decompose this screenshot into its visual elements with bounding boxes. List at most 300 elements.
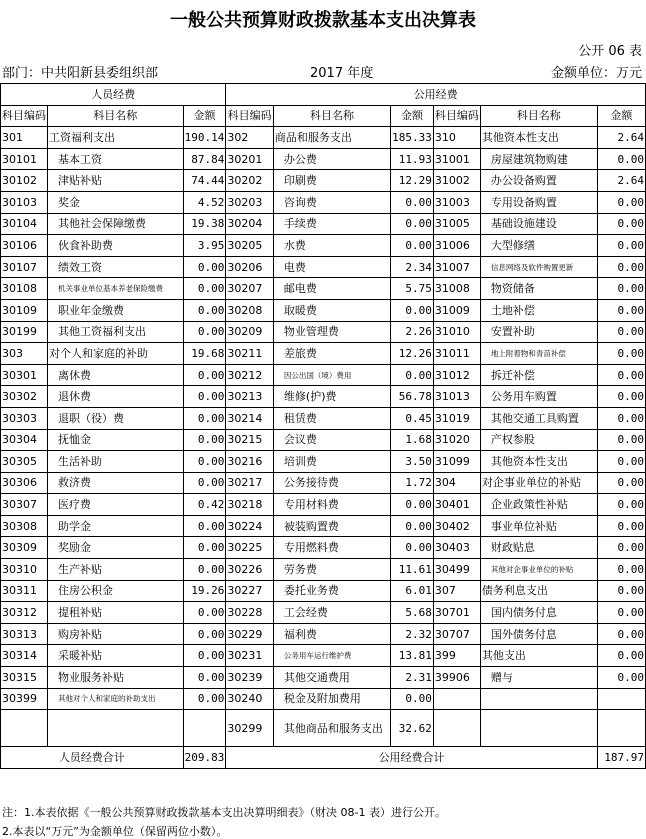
subject-code: 30213 bbox=[226, 386, 274, 408]
amount-value: 19.38 bbox=[183, 213, 226, 235]
subject-name: 电费 bbox=[273, 256, 390, 278]
subject-name: 其他工资福利支出 bbox=[48, 321, 184, 343]
amount-value: 11.61 bbox=[391, 559, 434, 581]
amount-value: 0.00 bbox=[597, 451, 645, 473]
subject-code: 30201 bbox=[226, 148, 274, 170]
subject-name: 国外债务付息 bbox=[480, 623, 597, 645]
amount-value: 0.00 bbox=[183, 386, 226, 408]
amount-value: 0.00 bbox=[183, 429, 226, 451]
subject-code: 30103 bbox=[1, 191, 48, 213]
subject-code: 30305 bbox=[1, 451, 48, 473]
subject-code: 30313 bbox=[1, 623, 48, 645]
amount-value: 2.64 bbox=[597, 127, 645, 149]
table-row bbox=[1, 299, 646, 321]
subject-code: 30106 bbox=[1, 235, 48, 257]
empty-cell bbox=[183, 710, 226, 747]
section-public: 公用经费 bbox=[226, 84, 646, 106]
unit-label: 金额单位：万元 bbox=[550, 66, 642, 81]
amount-value: 12.29 bbox=[391, 170, 434, 192]
personnel-total-label: 人员经费合计 bbox=[1, 747, 184, 769]
amount-value: 0.00 bbox=[183, 623, 226, 645]
subject-code: 39906 bbox=[433, 667, 480, 689]
header-code: 科目编码 bbox=[1, 105, 48, 127]
header-amount: 金额 bbox=[183, 105, 226, 127]
subject-name: 税金及附加费用 bbox=[273, 688, 390, 710]
subject-code: 30707 bbox=[433, 623, 480, 645]
subject-code: 30309 bbox=[1, 537, 48, 559]
subject-code: 30207 bbox=[226, 278, 274, 300]
table-row bbox=[1, 623, 646, 645]
subject-name bbox=[480, 688, 597, 710]
subject-name: 差旅费 bbox=[273, 343, 390, 365]
amount-value: 2.34 bbox=[391, 256, 434, 278]
subject-name: 事业单位补贴 bbox=[480, 515, 597, 537]
subject-code: 30306 bbox=[1, 472, 48, 494]
subject-name: 其他商品和服务支出 bbox=[273, 710, 390, 747]
table-row bbox=[1, 559, 646, 581]
amount-value: 0.00 bbox=[597, 235, 645, 257]
subject-code: 30299 bbox=[226, 710, 274, 747]
subject-name: 手续费 bbox=[273, 213, 390, 235]
subject-name: 物业服务补贴 bbox=[48, 667, 184, 689]
subject-code: 30701 bbox=[433, 602, 480, 624]
amount-value: 0.00 bbox=[597, 623, 645, 645]
department-label: 部门：中共阳新县委组织部 bbox=[2, 66, 159, 81]
amount-value: 0.00 bbox=[597, 191, 645, 213]
empty-cell bbox=[433, 710, 480, 747]
table-row bbox=[1, 278, 646, 300]
subject-code: 30307 bbox=[1, 494, 48, 516]
header-amount: 金额 bbox=[391, 105, 434, 127]
subject-name: 对个人和家庭的补助 bbox=[48, 343, 184, 365]
table-number: 公开 06 表 bbox=[578, 44, 642, 59]
amount-value: 0.00 bbox=[183, 667, 226, 689]
subject-name: 赠与 bbox=[480, 667, 597, 689]
amount-value: 0.00 bbox=[597, 213, 645, 235]
table-row bbox=[1, 170, 646, 192]
subject-name: 工会经费 bbox=[273, 602, 390, 624]
subject-code: 31002 bbox=[433, 170, 480, 192]
subject-code: 30102 bbox=[1, 170, 48, 192]
subject-code: 307 bbox=[433, 580, 480, 602]
subject-code: 303 bbox=[1, 343, 48, 365]
subject-code: 30310 bbox=[1, 559, 48, 581]
subject-code: 30301 bbox=[1, 364, 48, 386]
subject-code: 31007 bbox=[433, 256, 480, 278]
subject-code: 31013 bbox=[433, 386, 480, 408]
table-row bbox=[1, 321, 646, 343]
subject-name: 公务接待费 bbox=[273, 472, 390, 494]
subject-name: 福利费 bbox=[273, 623, 390, 645]
subject-code: 31003 bbox=[433, 191, 480, 213]
subject-name: 房屋建筑物购建 bbox=[480, 148, 597, 170]
amount-value: 5.75 bbox=[391, 278, 434, 300]
public-total-label: 公用经费合计 bbox=[226, 747, 597, 769]
subject-name: 机关事业单位基本养老保险缴费 bbox=[48, 278, 184, 300]
amount-value: 11.93 bbox=[391, 148, 434, 170]
amount-value: 0.00 bbox=[597, 278, 645, 300]
subject-code: 31099 bbox=[433, 451, 480, 473]
subject-name: 债务利息支出 bbox=[480, 580, 597, 602]
amount-value: 190.14 bbox=[183, 127, 226, 149]
subject-code: 30218 bbox=[226, 494, 274, 516]
subject-code: 30225 bbox=[226, 537, 274, 559]
amount-value: 19.68 bbox=[183, 343, 226, 365]
subject-code: 30231 bbox=[226, 645, 274, 667]
amount-value: 0.00 bbox=[597, 364, 645, 386]
amount-value: 0.00 bbox=[183, 688, 226, 710]
table-row bbox=[1, 472, 646, 494]
amount-value: 0.00 bbox=[183, 537, 226, 559]
subject-name: 专用燃料费 bbox=[273, 537, 390, 559]
amount-value: 32.62 bbox=[391, 710, 434, 747]
subject-code: 30199 bbox=[1, 321, 48, 343]
amount-value: 0.00 bbox=[391, 688, 434, 710]
amount-value: 5.68 bbox=[391, 602, 434, 624]
amount-value: 0.00 bbox=[597, 343, 645, 365]
amount-value: 0.42 bbox=[183, 494, 226, 516]
subject-code: 30239 bbox=[226, 667, 274, 689]
subject-name: 咨询费 bbox=[273, 191, 390, 213]
amount-value: 87.84 bbox=[183, 148, 226, 170]
subject-code: 30211 bbox=[226, 343, 274, 365]
subject-code: 30302 bbox=[1, 386, 48, 408]
amount-value: 19.26 bbox=[183, 580, 226, 602]
subject-code: 30311 bbox=[1, 580, 48, 602]
subject-name: 办公费 bbox=[273, 148, 390, 170]
amount-value: 0.00 bbox=[183, 559, 226, 581]
subject-name: 其他对个人和家庭的补助支出 bbox=[48, 688, 184, 710]
table-row bbox=[1, 386, 646, 408]
subject-name: 劳务费 bbox=[273, 559, 390, 581]
subject-name: 对企事业单位的补贴 bbox=[480, 472, 597, 494]
amount-value: 0.00 bbox=[183, 278, 226, 300]
subject-name: 产权参股 bbox=[480, 429, 597, 451]
table-row bbox=[1, 494, 646, 516]
subject-code: 30303 bbox=[1, 407, 48, 429]
subject-name: 购房补贴 bbox=[48, 623, 184, 645]
subject-name: 伙食补助费 bbox=[48, 235, 184, 257]
subject-name: 职业年金缴费 bbox=[48, 299, 184, 321]
table-row bbox=[1, 235, 646, 257]
amount-value: 0.00 bbox=[597, 559, 645, 581]
section-personnel: 人员经费 bbox=[1, 84, 226, 106]
empty-cell bbox=[1, 710, 48, 747]
subject-code: 30228 bbox=[226, 602, 274, 624]
amount-value: 0.00 bbox=[597, 407, 645, 429]
subject-code: 30104 bbox=[1, 213, 48, 235]
footnote-2: 2.本表以“万元”为金额单位（保留两位小数）。 bbox=[2, 825, 228, 838]
amount-value: 0.00 bbox=[183, 407, 226, 429]
amount-value: 0.00 bbox=[597, 429, 645, 451]
table-row bbox=[1, 127, 646, 149]
subject-code: 31012 bbox=[433, 364, 480, 386]
amount-value: 0.00 bbox=[597, 321, 645, 343]
subject-code: 30399 bbox=[1, 688, 48, 710]
subject-code: 30209 bbox=[226, 321, 274, 343]
subject-name: 其他交通工具购置 bbox=[480, 407, 597, 429]
subject-name: 基本工资 bbox=[48, 148, 184, 170]
amount-value: 0.00 bbox=[183, 321, 226, 343]
amount-value: 0.00 bbox=[183, 602, 226, 624]
amount-value: 0.00 bbox=[183, 515, 226, 537]
subject-code: 30212 bbox=[226, 364, 274, 386]
year-label: 2017 年度 bbox=[310, 66, 374, 81]
header-code: 科目编码 bbox=[433, 105, 480, 127]
subject-code: 31010 bbox=[433, 321, 480, 343]
subject-name: 培训费 bbox=[273, 451, 390, 473]
subject-name: 地上附着物和青苗补偿 bbox=[480, 343, 597, 365]
table-row bbox=[1, 515, 646, 537]
empty-cell bbox=[48, 710, 184, 747]
subject-code: 304 bbox=[433, 472, 480, 494]
subject-code: 30240 bbox=[226, 688, 274, 710]
header-code: 科目编码 bbox=[226, 105, 274, 127]
subject-code: 30109 bbox=[1, 299, 48, 321]
subject-code: 30101 bbox=[1, 148, 48, 170]
amount-value: 0.00 bbox=[391, 537, 434, 559]
subject-name: 其他交通费用 bbox=[273, 667, 390, 689]
table-row bbox=[1, 343, 646, 365]
subject-code: 30202 bbox=[226, 170, 274, 192]
subject-name: 取暖费 bbox=[273, 299, 390, 321]
subject-name: 会议费 bbox=[273, 429, 390, 451]
table-row bbox=[1, 688, 646, 710]
subject-name: 国内债务付息 bbox=[480, 602, 597, 624]
subject-code: 31011 bbox=[433, 343, 480, 365]
amount-value: 0.00 bbox=[597, 299, 645, 321]
amount-value: 0.00 bbox=[597, 602, 645, 624]
subject-name: 企业政策性补贴 bbox=[480, 494, 597, 516]
amount-value: 0.00 bbox=[183, 451, 226, 473]
subject-name: 住房公积金 bbox=[48, 580, 184, 602]
amount-value: 6.01 bbox=[391, 580, 434, 602]
subject-code: 30203 bbox=[226, 191, 274, 213]
amount-value: 0.00 bbox=[391, 299, 434, 321]
subject-name: 其他资本性支出 bbox=[480, 451, 597, 473]
amount-value: 56.78 bbox=[391, 386, 434, 408]
subject-code: 30107 bbox=[1, 256, 48, 278]
table-row bbox=[1, 364, 646, 386]
subject-name: 离休费 bbox=[48, 364, 184, 386]
subject-name: 公务用车购置 bbox=[480, 386, 597, 408]
subject-name: 商品和服务支出 bbox=[273, 127, 390, 149]
table-row bbox=[1, 191, 646, 213]
amount-value bbox=[597, 688, 645, 710]
subject-code: 301 bbox=[1, 127, 48, 149]
amount-value: 185.33 bbox=[391, 127, 434, 149]
amount-value: 0.00 bbox=[391, 213, 434, 235]
amount-value: 0.00 bbox=[597, 256, 645, 278]
table-row bbox=[1, 645, 646, 667]
empty-cell bbox=[480, 710, 597, 747]
subject-name: 采暖补贴 bbox=[48, 645, 184, 667]
subject-code: 30226 bbox=[226, 559, 274, 581]
table-row bbox=[1, 429, 646, 451]
amount-value: 1.68 bbox=[391, 429, 434, 451]
subject-name: 专用材料费 bbox=[273, 494, 390, 516]
amount-value: 0.00 bbox=[597, 580, 645, 602]
subject-name: 其他资本性支出 bbox=[480, 127, 597, 149]
subject-name: 大型修缮 bbox=[480, 235, 597, 257]
subject-name: 抚恤金 bbox=[48, 429, 184, 451]
subject-name: 专用设备购置 bbox=[480, 191, 597, 213]
subject-code: 31019 bbox=[433, 407, 480, 429]
personnel-total-amount: 209.83 bbox=[183, 747, 226, 769]
amount-value: 0.00 bbox=[183, 364, 226, 386]
amount-value: 0.00 bbox=[597, 667, 645, 689]
amount-value: 0.00 bbox=[391, 191, 434, 213]
amount-value: 2.32 bbox=[391, 623, 434, 645]
subject-name: 提租补贴 bbox=[48, 602, 184, 624]
amount-value: 2.31 bbox=[391, 667, 434, 689]
table-row bbox=[1, 537, 646, 559]
amount-value: 0.00 bbox=[597, 515, 645, 537]
subject-name: 其他社会保障缴费 bbox=[48, 213, 184, 235]
subject-name: 奖励金 bbox=[48, 537, 184, 559]
amount-value: 0.00 bbox=[597, 537, 645, 559]
subject-name: 物业管理费 bbox=[273, 321, 390, 343]
subject-name: 生产补贴 bbox=[48, 559, 184, 581]
subject-name: 因公出国（境）费用 bbox=[273, 364, 390, 386]
subject-code: 30312 bbox=[1, 602, 48, 624]
subject-code: 31008 bbox=[433, 278, 480, 300]
amount-value: 0.00 bbox=[183, 256, 226, 278]
subject-code: 30499 bbox=[433, 559, 480, 581]
subject-name: 邮电费 bbox=[273, 278, 390, 300]
subject-name: 信息网络及软件购置更新 bbox=[480, 256, 597, 278]
subject-code: 30216 bbox=[226, 451, 274, 473]
subject-code: 31006 bbox=[433, 235, 480, 257]
subject-code: 31005 bbox=[433, 213, 480, 235]
subject-name: 物资储备 bbox=[480, 278, 597, 300]
table-row bbox=[1, 667, 646, 689]
subject-name: 土地补偿 bbox=[480, 299, 597, 321]
subject-name: 基础设施建设 bbox=[480, 213, 597, 235]
amount-value: 0.00 bbox=[597, 472, 645, 494]
amount-value: 3.95 bbox=[183, 235, 226, 257]
report-title: 一般公共预算财政拨款基本支出决算表 bbox=[170, 10, 476, 31]
subject-name: 退休费 bbox=[48, 386, 184, 408]
table-row bbox=[1, 580, 646, 602]
amount-value: 12.26 bbox=[391, 343, 434, 365]
subject-name: 拆迁补偿 bbox=[480, 364, 597, 386]
subject-name: 救济费 bbox=[48, 472, 184, 494]
subject-name: 安置补助 bbox=[480, 321, 597, 343]
subject-code: 30314 bbox=[1, 645, 48, 667]
header-name: 科目名称 bbox=[480, 105, 597, 127]
subject-code: 30215 bbox=[226, 429, 274, 451]
subject-code: 30108 bbox=[1, 278, 48, 300]
public-total-amount: 187.97 bbox=[597, 747, 645, 769]
subject-name: 津贴补贴 bbox=[48, 170, 184, 192]
subject-name: 印刷费 bbox=[273, 170, 390, 192]
subject-name: 助学金 bbox=[48, 515, 184, 537]
amount-value: 0.00 bbox=[597, 645, 645, 667]
table-row bbox=[1, 451, 646, 473]
table-row bbox=[1, 148, 646, 170]
amount-value: 0.00 bbox=[597, 148, 645, 170]
subject-code: 30224 bbox=[226, 515, 274, 537]
amount-value: 0.00 bbox=[391, 515, 434, 537]
amount-value: 2.26 bbox=[391, 321, 434, 343]
subject-code: 31001 bbox=[433, 148, 480, 170]
subject-name: 水费 bbox=[273, 235, 390, 257]
subject-name: 退职（役）费 bbox=[48, 407, 184, 429]
amount-value: 0.00 bbox=[183, 299, 226, 321]
header-name: 科目名称 bbox=[48, 105, 184, 127]
subject-code: 31009 bbox=[433, 299, 480, 321]
amount-value: 13.81 bbox=[391, 645, 434, 667]
amount-value: 1.72 bbox=[391, 472, 434, 494]
subject-name: 委托业务费 bbox=[273, 580, 390, 602]
subject-code: 30402 bbox=[433, 515, 480, 537]
amount-value: 2.64 bbox=[597, 170, 645, 192]
amount-value: 0.45 bbox=[391, 407, 434, 429]
subject-name: 其他支出 bbox=[480, 645, 597, 667]
header-amount: 金额 bbox=[597, 105, 645, 127]
table-row bbox=[1, 256, 646, 278]
subject-code: 310 bbox=[433, 127, 480, 149]
subject-name: 绩效工资 bbox=[48, 256, 184, 278]
footnote-1: 注：1.本表依据《一般公共预算财政拨款基本支出决算明细表》（财决 08-1 表）进行公开。 bbox=[2, 806, 446, 819]
amount-value: 4.52 bbox=[183, 191, 226, 213]
amount-value: 0.00 bbox=[391, 364, 434, 386]
table-row bbox=[1, 710, 646, 747]
subject-name: 办公设备购置 bbox=[480, 170, 597, 192]
subject-name: 财政贴息 bbox=[480, 537, 597, 559]
subject-name: 公务用车运行维护费 bbox=[273, 645, 390, 667]
amount-value: 0.00 bbox=[183, 645, 226, 667]
subject-code: 30315 bbox=[1, 667, 48, 689]
totals-row bbox=[1, 747, 646, 769]
subject-name: 生活补助 bbox=[48, 451, 184, 473]
subject-name: 租赁费 bbox=[273, 407, 390, 429]
amount-value: 74.44 bbox=[183, 170, 226, 192]
subject-code: 30229 bbox=[226, 623, 274, 645]
subject-code: 399 bbox=[433, 645, 480, 667]
subject-code: 30204 bbox=[226, 213, 274, 235]
table-row bbox=[1, 213, 646, 235]
amount-value: 0.00 bbox=[391, 494, 434, 516]
subject-code: 30206 bbox=[226, 256, 274, 278]
subject-code: 30205 bbox=[226, 235, 274, 257]
subject-code: 302 bbox=[226, 127, 274, 149]
subject-code: 30304 bbox=[1, 429, 48, 451]
header-name: 科目名称 bbox=[273, 105, 390, 127]
subject-code: 30401 bbox=[433, 494, 480, 516]
subject-name: 奖金 bbox=[48, 191, 184, 213]
amount-value: 0.00 bbox=[183, 472, 226, 494]
subject-name: 维修(护)费 bbox=[273, 386, 390, 408]
subject-name: 其他对企事业单位的补贴 bbox=[480, 559, 597, 581]
subject-name: 医疗费 bbox=[48, 494, 184, 516]
table-row bbox=[1, 602, 646, 624]
empty-cell bbox=[597, 710, 645, 747]
subject-code bbox=[433, 688, 480, 710]
table-row bbox=[1, 407, 646, 429]
subject-code: 30208 bbox=[226, 299, 274, 321]
amount-value: 0.00 bbox=[391, 235, 434, 257]
subject-code: 30217 bbox=[226, 472, 274, 494]
expenditure-table bbox=[0, 83, 646, 769]
subject-code: 30227 bbox=[226, 580, 274, 602]
subject-code: 31020 bbox=[433, 429, 480, 451]
subject-name: 工资福利支出 bbox=[48, 127, 184, 149]
amount-value: 0.00 bbox=[597, 386, 645, 408]
subject-name: 被装购置费 bbox=[273, 515, 390, 537]
amount-value: 3.50 bbox=[391, 451, 434, 473]
